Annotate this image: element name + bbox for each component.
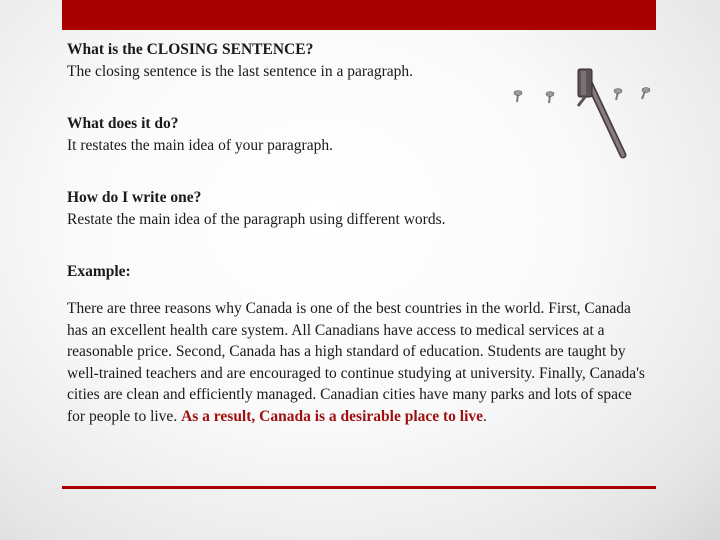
question-closing-sentence: What is the CLOSING SENTENCE?: [67, 41, 314, 58]
hammer-and-nails-icon: [508, 64, 658, 164]
question-how-to-write: How do I write one?: [67, 189, 202, 206]
nail-icon: [614, 89, 622, 101]
footer-red-rule: [62, 486, 656, 489]
nail-icon: [514, 91, 522, 103]
spacer: [67, 230, 657, 261]
nail-icon: [642, 88, 650, 100]
header-red-bar: [62, 0, 656, 30]
example-paragraph: [67, 298, 652, 427]
hammer-icon: [578, 69, 623, 155]
answer-how-to-write: Restate the main idea of the paragraph using different words.: [67, 210, 446, 228]
answer-what-does-it-do: It restates the main idea of your paragraph.: [67, 136, 333, 154]
nail-icon: [546, 92, 554, 104]
closing-punctuation: .: [483, 407, 487, 425]
closing-sentence-highlight: As a result, Canada is a desirable place to live: [181, 407, 484, 425]
answer-closing-sentence: The closing sentence is the last sentence in a paragraph.: [67, 62, 414, 80]
example-heading: Example:: [67, 263, 131, 280]
question-what-does-it-do: What does it do?: [67, 115, 179, 132]
example-body: There are three reasons why Canada is one of the best countries in the world. First, Canada has an excellent health care system. All Canadians have access to medical services at a reasonable price. Second, Canada has a high standard of education. Students are taught by well-trained teachers and are encouraged to continue studying at university. Finally, Canada's cities are clean and efficiently managed. Canadian cities have many parks and lots of space for people to live.: [67, 300, 645, 425]
